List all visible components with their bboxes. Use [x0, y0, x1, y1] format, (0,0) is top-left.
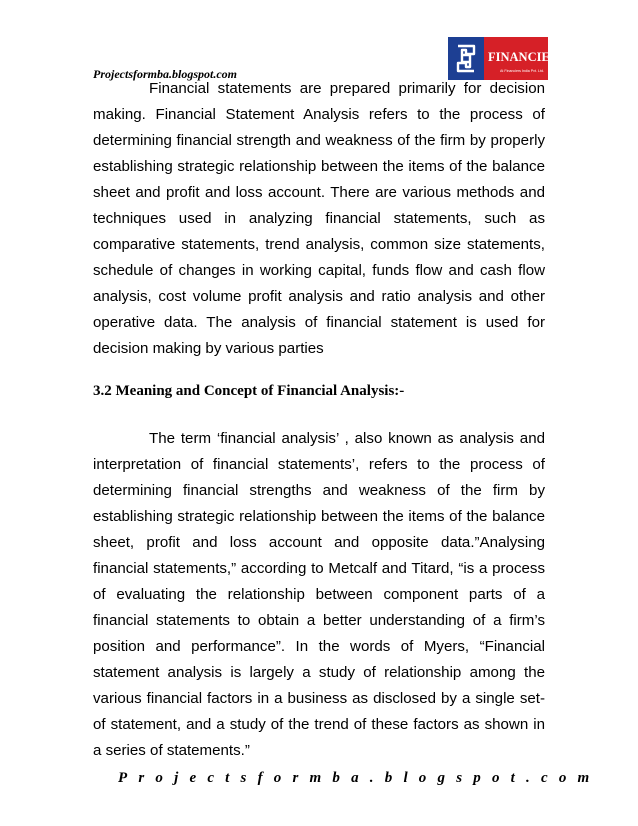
- logo-name: FINANCIERs: [488, 50, 564, 64]
- logo-tagline: At Financiers India Pvt. Ltd.: [500, 69, 544, 73]
- financiers-logo: [448, 37, 564, 80]
- logo-blue-block: [448, 37, 484, 80]
- section-heading: 3.2 Meaning and Concept of Financial Analysis:-: [93, 383, 405, 399]
- intro-paragraph: Financial statements are prepared primarily for decision making. Financial Statement Analysis refers to the process of determining financial strength and weakness of the firm by properly establishing strategic relationship between the items of the balance sheet and profit and loss account. There are various methods and techniques used in analyzing financial statements, such as comparative statements, trend analysis, common size statements, schedule of changes in working capital, funds flow and cash flow analysis, cost volume profit analysis and ratio analysis and other operative data. The analysis of financial statement is used for decision making by various parties: [93, 80, 545, 357]
- page-header-site: Projectsformba.blogspot.com: [93, 67, 237, 81]
- page-footer-site: Projectsformba.blogspot.com: [118, 770, 601, 786]
- meaning-paragraph: The term ‘financial analysis’ , also known as analysis and interpretation of financial statements’, refers to the process of determining financial strengths and weakness of the firm by establishing strategic relationship between the items of the balance sheet, profit and loss account and opposite data.”Analysing financial statements,” according to Metcalf and Titard, “is a process of evaluating the relationship between component parts of a financial statements to obtain a better understanding of a firm’s position and performance”. In the words of Myers, “Financial statement analysis is largely a study of relationship among the various financial factors in a business as disclosed by a single set-of statement, and a study of the trend of these factors as shown in a series of statements.”: [93, 430, 545, 759]
